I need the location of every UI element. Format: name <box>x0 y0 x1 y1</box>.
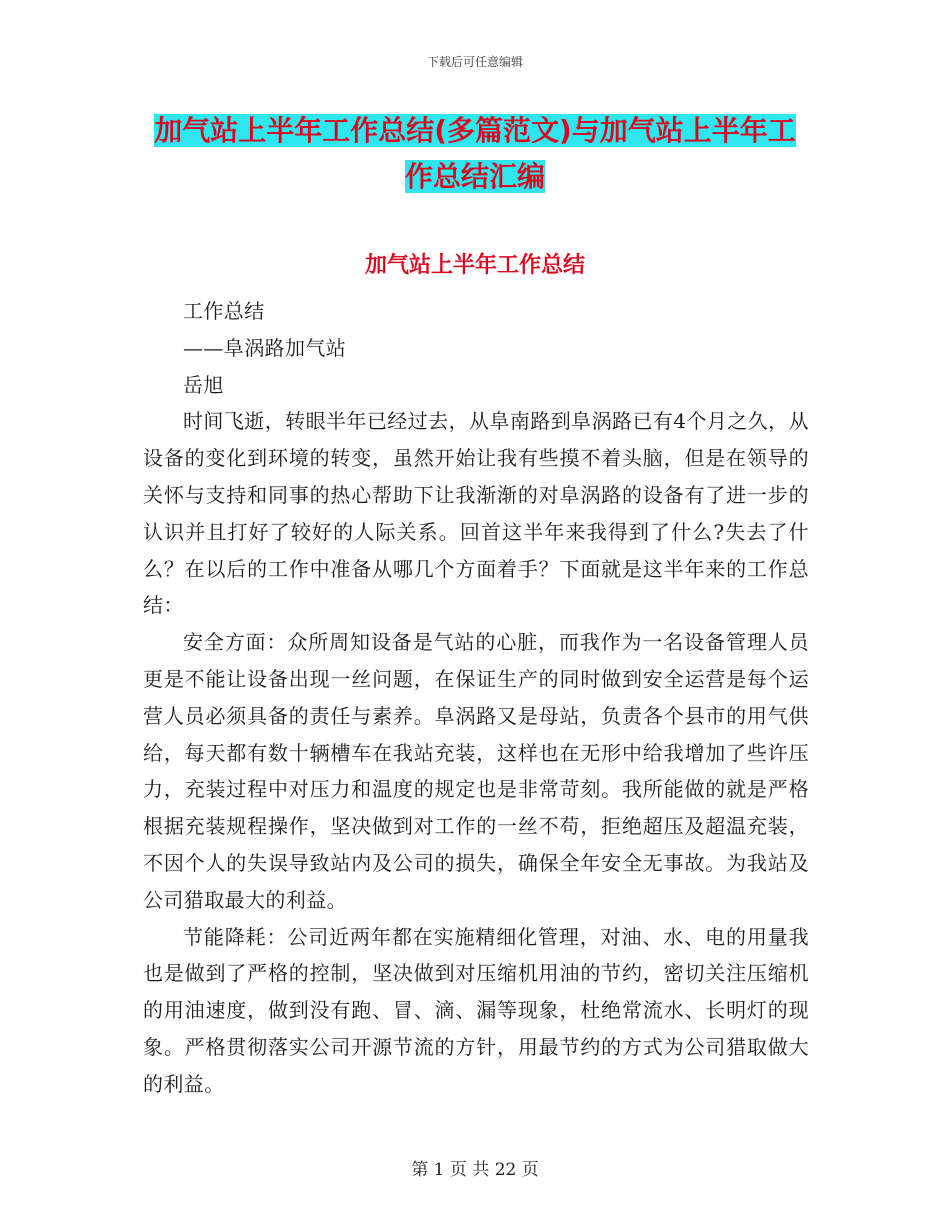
paragraph: 节能降耗：公司近两年都在实施精细化管理，对油、水、电的用量我也是做到了严格的控制，坚决做到对压缩机用油的节约，密切关注压缩机的用油速度，做到没有跑、冒、滴、漏等现象，杜绝常流水、长明灯的现象。严格贯彻落实公司开源节流的方针，用最节约的方式为公司猎取做大的利益。 <box>143 924 809 1096</box>
paragraph: ——阜涡路加气站 <box>183 335 347 360</box>
paragraph: 安全方面：众所周知设备是气站的心脏，而我作为一名设备管理人员更是不能让设备出现一丝问题，在保证生产的同时做到安全运营是每个运营人员必须具备的责任与素养。阜涡路又是母站，负责各个县市的用气供给，每天都有数十辆槽车在我站充装，这样也在无形中给我增加了些许压力，充装过程中对压力和温度的规定也是非常苛刻。我所能做的就是严格根据充装规程操作，坚决做到对工作的一丝不苟，拒绝超压及超温充装，不因个人的失误导致站内及公司的损失，确保全年安全无事故。为我站及公司猎取最大的利益。 <box>143 630 809 912</box>
header-note: 下载后可任意编辑 <box>426 55 523 69</box>
paragraph: 工作总结 <box>183 299 265 323</box>
document-title-line2: 作总结汇编 <box>404 160 545 193</box>
document-title <box>0 108 950 200</box>
document-body <box>143 293 809 1103</box>
document-title-line1: 加气站上半年工作总结(多篇范文)与加气站上半年工 <box>154 114 796 147</box>
section-title: 加气站上半年工作总结 <box>364 253 585 278</box>
paragraph: 岳旭 <box>183 372 224 397</box>
page-footer: 第 1 页 共 22 页 <box>411 1160 539 1180</box>
paragraph: 时间飞逝，转眼半年已经过去，从阜南路到阜涡路已有4个月之久，从设备的变化到环境的转变，虽然开始让我有些摸不着头脑，但是在领导的关怀与支持和同事的热心帮助下让我渐渐的对阜涡路的设备有了进一步的认识并且打好了较好的人际关系。回首这半年来我得到了什么?失去了什么？在以后的工作中准备从哪几个方面着手？下面就是这半年来的工作总结： <box>143 409 809 618</box>
